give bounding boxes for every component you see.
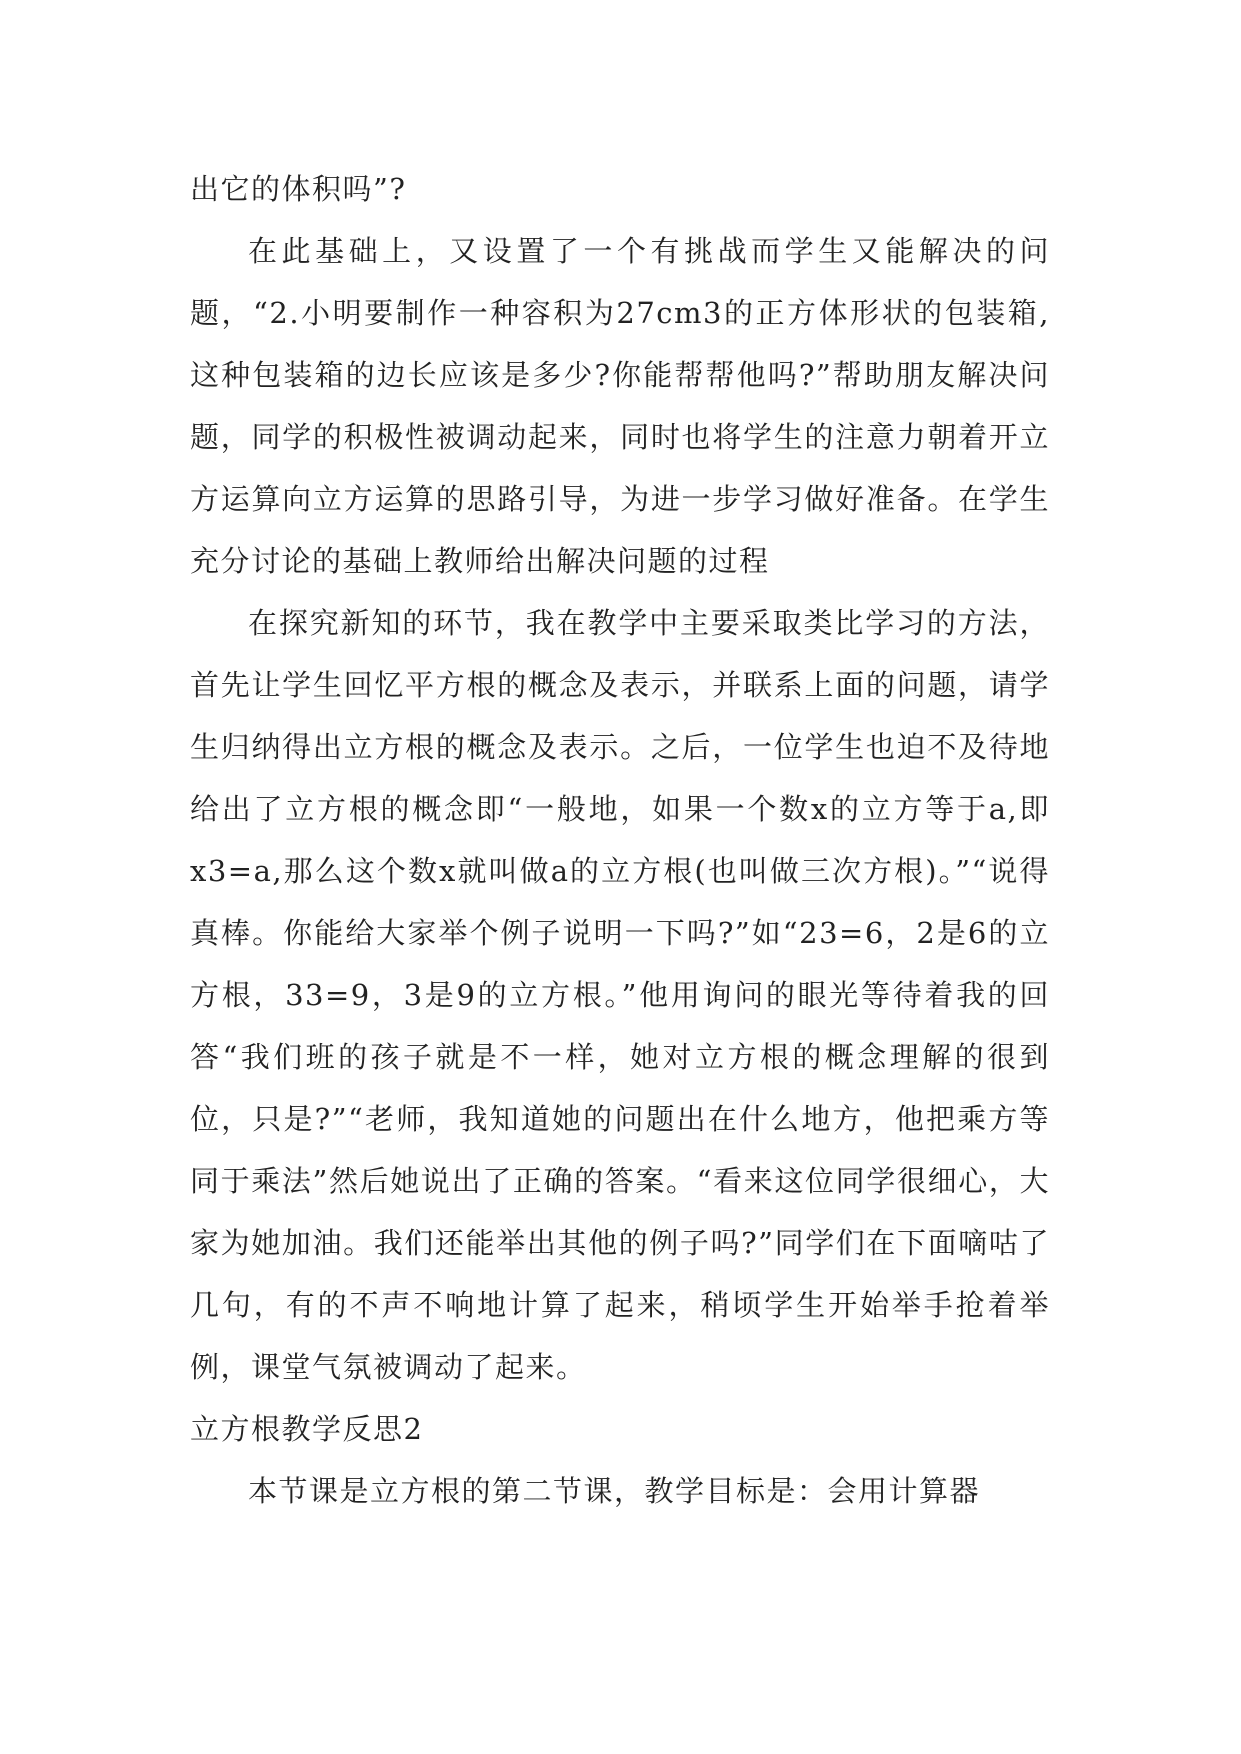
paragraph-section-intro: 本节课是立方根的第二节课，教学目标是：会用计算器: [248, 1474, 981, 1508]
paragraph-explore-new-knowledge: 在探究新知的环节，我在教学中主要采取类比学习的方法，首先让学生回忆平方根的概念及表示，并联系上面的问题，请学生归纳得出立方根的概念及表示。之后，一位学生也迫不及待地给出了立方根的概念即“一般地，如果一个数x的立方等于a,即x3=a,那么这个数x就叫做a的立方根(也叫做三次方根)。”“说得真棒。你能给大家举个例子说明一下吗?”如“23=6，2是6的立方根，33=9，3是9的立方根。”他用询问的眼光等待着我的回答“我们班的孩子就是不一样，她对立方根的概念理解的很到位，只是?”“老师，我知道她的问题出在什么地方，他把乘方等同于乘法”然后她说出了正确的答案。“看来这位同学很细心，大家为她加油。我们还能举出其他的例子吗?”同学们在下面嘀咕了几句，有的不声不响地计算了起来，稍顷学生开始举手抢着举例，课堂气氛被调动了起来。: [190, 606, 1050, 1384]
document-body: [190, 158, 1050, 1522]
section-title: 立方根教学反思2: [190, 1412, 424, 1446]
paragraph-challenge-problem: 在此基础上，又设置了一个有挑战而学生又能解决的问题，“2.小明要制作一种容积为27cm3的正方体形状的包装箱,这种包装箱的边长应该是多少?你能帮帮他吗?”帮助朋友解决问题，同学的积极性被调动起来，同时也将学生的注意力朝着开立方运算向立方运算的思路引导，为进一步学习做好准备。在学生充分讨论的基础上教师给出解决问题的过程: [190, 234, 1050, 578]
paragraph-continuation: 出它的体积吗”?: [190, 172, 407, 206]
